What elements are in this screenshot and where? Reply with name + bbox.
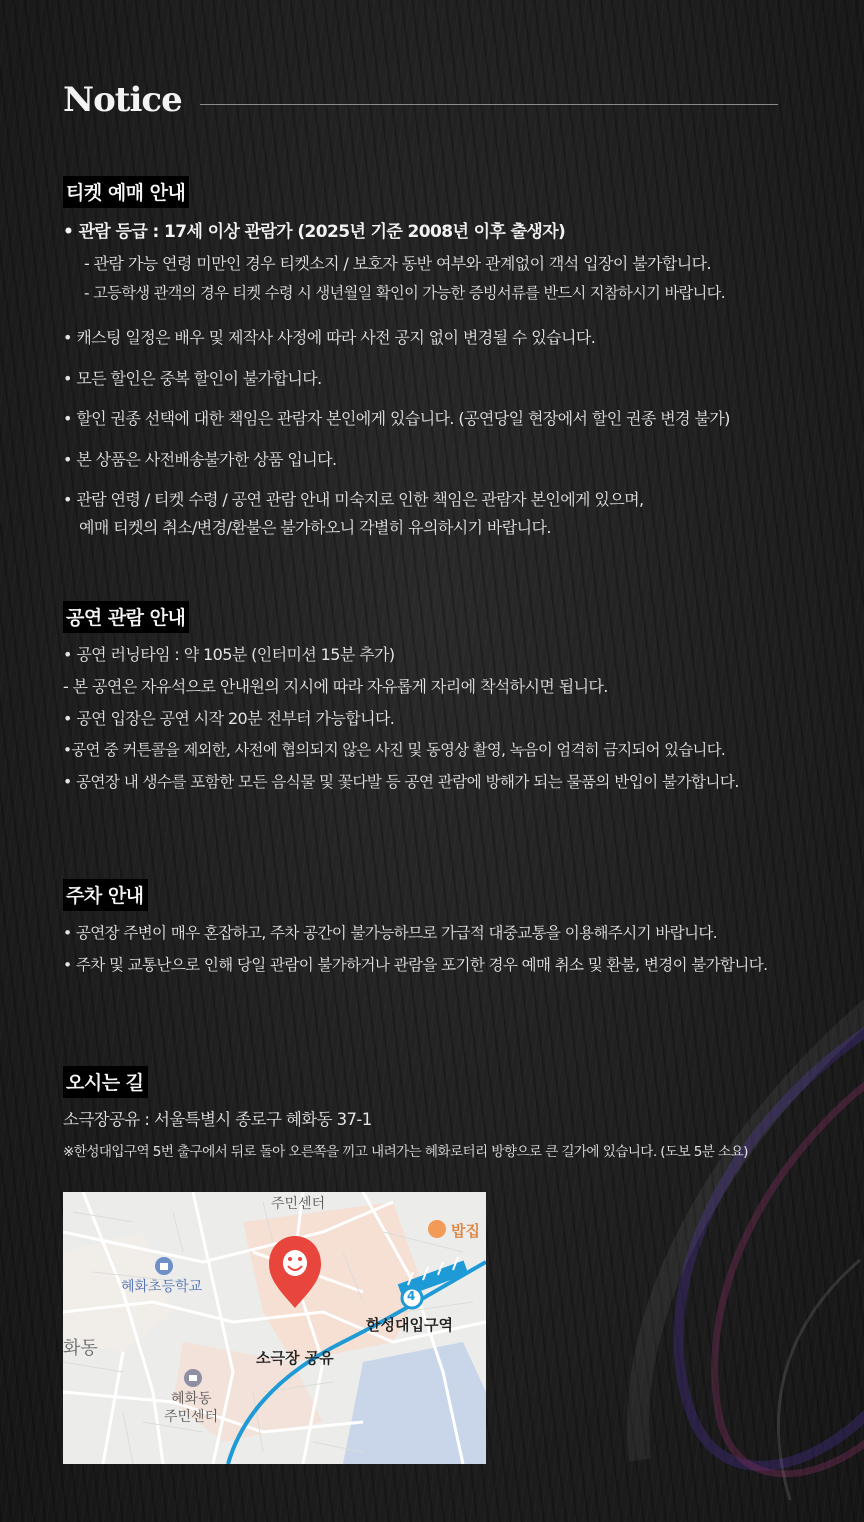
ticket-line-age-limit: - 관람 가능 연령 미만인 경우 티켓소지 / 보호자 동반 여부와 관계없이 객석 입장이 불가합니다. bbox=[84, 254, 711, 273]
performance-line-no-recording: •공연 중 커튼콜을 제외한, 사전에 협의되지 않은 사진 및 동영상 촬영, 녹음이 엄격히 금지되어 있습니다. bbox=[63, 741, 726, 759]
map-label-center-name-1: 혜화동 bbox=[171, 1391, 212, 1407]
ticket-line-discount: • 모든 할인은 중복 할인이 불가합니다. bbox=[63, 369, 322, 388]
map-label-school: 혜화초등학교 bbox=[121, 1279, 203, 1295]
map-label-venue: 소극장 공유 bbox=[256, 1349, 334, 1367]
ticket-line-no-refund: 예매 티켓의 취소/변경/환불은 불가하오니 각별히 유의하시기 바랍니다. bbox=[79, 518, 551, 537]
map-label-district: 화동 bbox=[63, 1338, 98, 1359]
map-label-restaurant: 밥집 bbox=[451, 1222, 480, 1240]
title-divider bbox=[200, 104, 778, 105]
map-label-station: 한성대입구역 bbox=[366, 1316, 453, 1334]
ticket-heading: 티켓 예매 안내 bbox=[63, 176, 189, 208]
notice-title: Notice bbox=[63, 80, 182, 120]
ticket-line-student-id: - 고등학생 관객의 경우 티켓 수령 시 생년월일 확인이 가능한 증빙서류를 반드시 지참하시기 바랍니다. bbox=[84, 284, 725, 302]
ticket-line-casting: • 캐스팅 일정은 배우 및 제작사 사정에 따라 사전 공지 없이 변경될 수 있습니다. bbox=[63, 328, 596, 347]
parking-line-congestion: • 공연장 주변이 매우 혼잡하고, 주차 공간이 불가능하므로 가급적 대중교통을 이용해주시기 바랍니다. bbox=[63, 924, 718, 942]
directions-section bbox=[63, 1066, 823, 1176]
parking-line-no-refund: • 주차 및 교통난으로 인해 당일 관람이 불가하거나 관람을 포기한 경우 예매 취소 및 환불, 변경이 불가합니다. bbox=[63, 956, 768, 974]
map-label-community-center: 주민센터 bbox=[271, 1196, 326, 1212]
ticket-section bbox=[63, 176, 823, 556]
ticket-line-delivery: • 본 상품은 사전배송불가한 상품 입니다. bbox=[63, 450, 337, 469]
ticket-line-responsibility: • 관람 연령 / 티켓 수령 / 공연 관람 안내 미숙지로 인한 책임은 관람자 본인에게 있으며, bbox=[63, 490, 644, 509]
venue-address: 소극장공유 : 서울특별시 종로구 혜화동 37-1 bbox=[63, 1110, 372, 1129]
performance-line-runtime: • 공연 러닝타임 : 약 105분 (인터미션 15분 추가) bbox=[63, 645, 395, 664]
performance-line-entry: • 공연 입장은 공연 시작 20분 전부터 가능합니다. bbox=[63, 709, 395, 728]
directions-heading: 오시는 길 bbox=[63, 1066, 148, 1098]
parking-section bbox=[63, 879, 823, 979]
map-label-center-name-2: 주민센터 bbox=[164, 1409, 219, 1425]
map-label-station-number: 4 bbox=[407, 1289, 416, 1303]
performance-line-no-food: • 공연장 내 생수를 포함한 모든 음식물 및 꽃다발 등 공연 관람에 방해가 되는 물품의 반입이 불가합니다. bbox=[63, 773, 739, 791]
performance-section bbox=[63, 601, 823, 801]
ticket-line-rating: • 관람 등급 : 17세 이상 관람가 (2025년 기준 2008년 이후 출생자) bbox=[63, 222, 566, 242]
parking-heading: 주차 안내 bbox=[63, 879, 148, 911]
location-map[interactable] bbox=[63, 1192, 486, 1464]
ticket-line-discount-type: • 할인 권종 선택에 대한 책임은 관람자 본인에게 있습니다. (공연당일 현장에서 할인 권종 변경 불가) bbox=[63, 409, 730, 428]
walking-directions: ※한성대입구역 5번 출구에서 뒤로 돌아 오른쪽을 끼고 내려가는 혜화로터리 방향으로 큰 길가에 있습니다. (도보 5분 소요) bbox=[63, 1144, 748, 1160]
performance-line-free-seating: - 본 공연은 자유석으로 안내원의 지시에 따라 자유롭게 자리에 착석하시면 됩니다. bbox=[63, 677, 608, 696]
performance-heading: 공연 관람 안내 bbox=[63, 601, 189, 633]
